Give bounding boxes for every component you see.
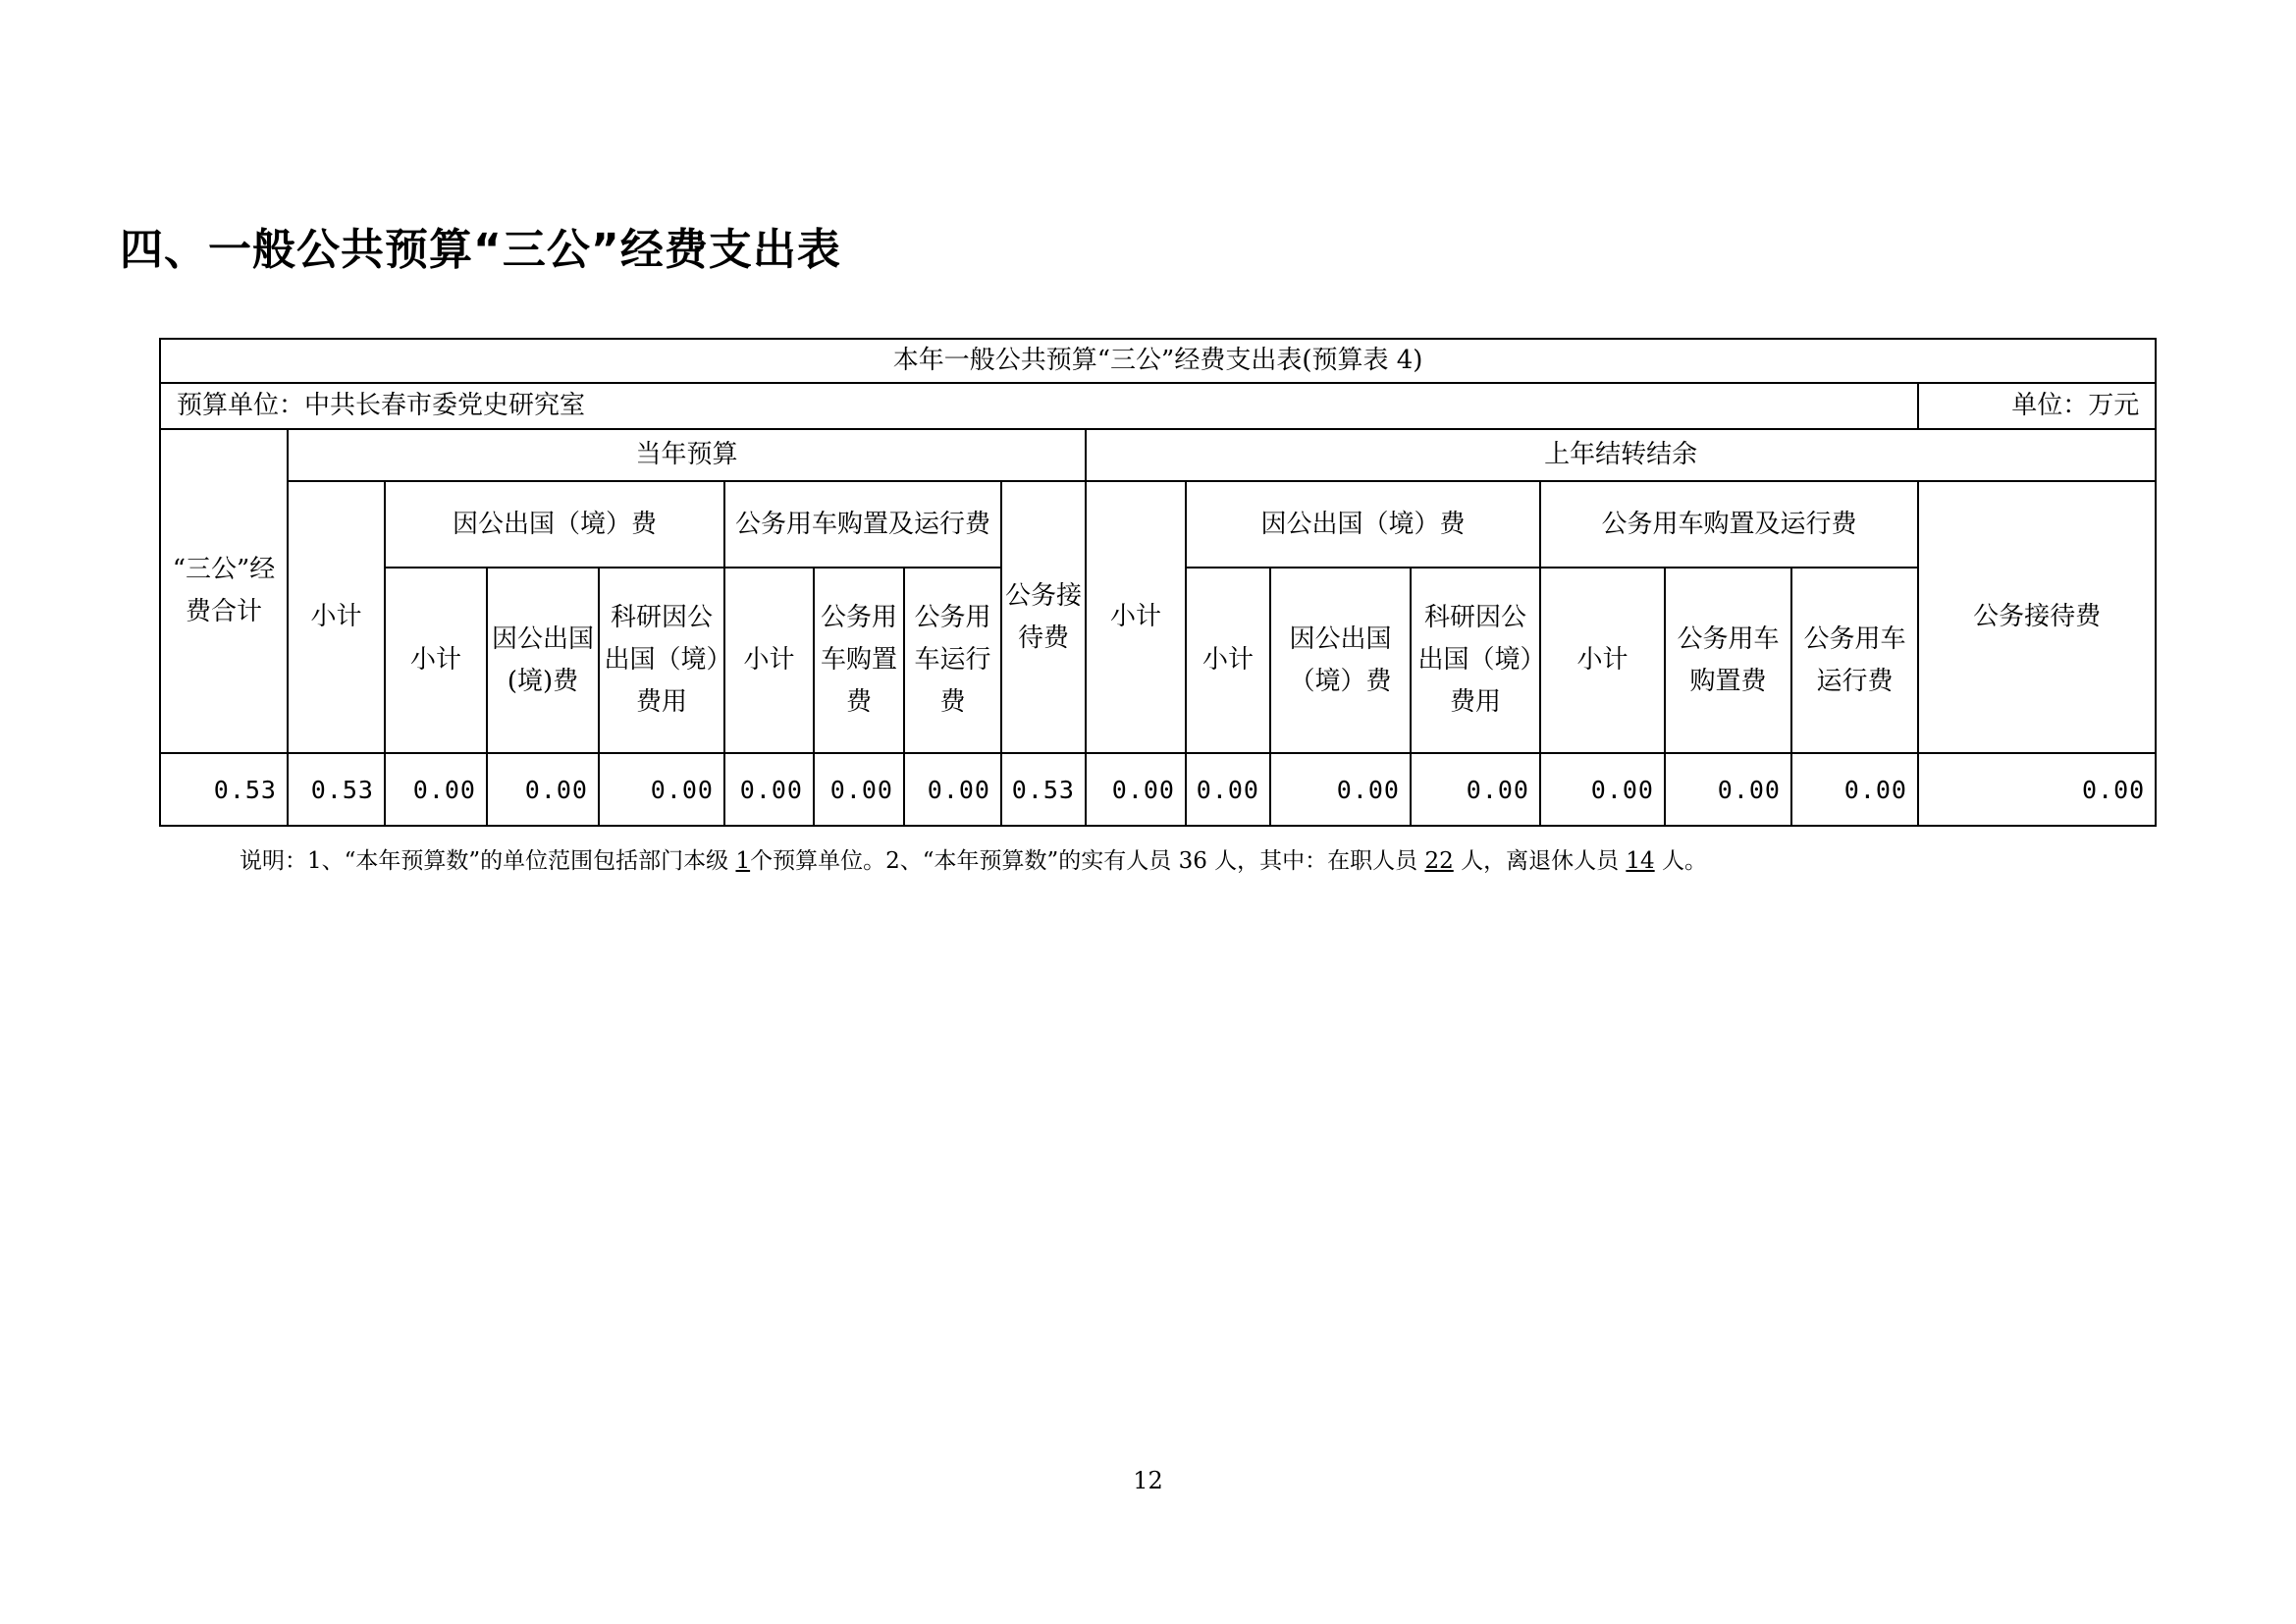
header-current-year-budget: 当年预算 bbox=[288, 429, 1086, 481]
value-cell: 0.00 bbox=[599, 753, 724, 826]
value-cell: 0.53 bbox=[1001, 753, 1086, 826]
value-cell: 0.00 bbox=[1665, 753, 1791, 826]
value-cell: 0.53 bbox=[160, 753, 288, 826]
header-current-subtotal: 小计 bbox=[288, 481, 385, 753]
header-current-vehicle-purchase: 公务用车购置费 bbox=[814, 568, 904, 753]
value-cell: 0.00 bbox=[1086, 753, 1186, 826]
currency-unit-label: 单位：万元 bbox=[1918, 383, 2156, 429]
value-cell: 0.00 bbox=[1918, 753, 2156, 826]
header-prior-abroad: 因公出国（境）费 bbox=[1186, 481, 1540, 568]
page-heading: 四、一般公共预算“三公”经费支出表 bbox=[120, 225, 841, 275]
note-text: 人。 bbox=[1661, 848, 1707, 874]
value-cell: 0.00 bbox=[1270, 753, 1411, 826]
header-prior-subtotal: 小计 bbox=[1086, 481, 1186, 753]
note-text: 人，离退休人员 bbox=[1461, 848, 1620, 874]
header-current-vehicle-operation: 公务用车运行费 bbox=[904, 568, 1001, 753]
header-current-vehicle-subtotal: 小计 bbox=[724, 568, 814, 753]
note-unit-count: 1 bbox=[735, 848, 751, 874]
note-text: 个预算单位。2、“本年预算数”的实有人员 36 人，其中：在职人员 bbox=[750, 848, 1418, 874]
header-three-public-total: “三公”经费合计 bbox=[160, 429, 288, 753]
table-row bbox=[160, 753, 2156, 826]
header-current-abroad-fee: 因公出国(境)费 bbox=[487, 568, 599, 753]
header-current-reception: 公务接待费 bbox=[1001, 481, 1086, 753]
value-cell: 0.00 bbox=[385, 753, 487, 826]
header-prior-research-abroad: 科研因公出国（境）费用 bbox=[1411, 568, 1540, 753]
value-cell: 0.00 bbox=[904, 753, 1001, 826]
header-prior-abroad-fee: 因公出国（境）费 bbox=[1270, 568, 1411, 753]
value-cell: 0.00 bbox=[1411, 753, 1540, 826]
value-cell: 0.00 bbox=[487, 753, 599, 826]
value-cell: 0.00 bbox=[724, 753, 814, 826]
value-cell: 0.00 bbox=[1540, 753, 1665, 826]
budget-unit-label: 预算单位：中共长春市委党史研究室 bbox=[160, 383, 1918, 429]
page-number: 12 bbox=[1133, 1467, 1163, 1494]
header-prior-vehicle-operation: 公务用车运行费 bbox=[1791, 568, 1918, 753]
table-title: 本年一般公共预算“三公”经费支出表(预算表 4) bbox=[160, 339, 2156, 383]
value-cell: 0.00 bbox=[814, 753, 904, 826]
header-prior-reception: 公务接待费 bbox=[1918, 481, 2156, 753]
header-prior-vehicle: 公务用车购置及运行费 bbox=[1540, 481, 1918, 568]
header-current-abroad: 因公出国（境）费 bbox=[385, 481, 724, 568]
header-prior-abroad-subtotal: 小计 bbox=[1186, 568, 1270, 753]
header-prior-year-carryover: 上年结转结余 bbox=[1086, 429, 2156, 481]
header-prior-vehicle-subtotal: 小计 bbox=[1540, 568, 1665, 753]
note-retired-staff: 14 bbox=[1626, 848, 1655, 874]
three-public-expenditure-table bbox=[159, 338, 2157, 827]
header-current-vehicle: 公务用车购置及运行费 bbox=[724, 481, 1001, 568]
note-active-staff: 22 bbox=[1424, 848, 1454, 874]
value-cell: 0.00 bbox=[1186, 753, 1270, 826]
header-current-abroad-subtotal: 小计 bbox=[385, 568, 487, 753]
value-cell: 0.00 bbox=[1791, 753, 1918, 826]
header-prior-vehicle-purchase: 公务用车购置费 bbox=[1665, 568, 1791, 753]
value-cell: 0.53 bbox=[288, 753, 385, 826]
note-text: 说明：1、“本年预算数”的单位范围包括部门本级 bbox=[240, 848, 729, 874]
header-current-research-abroad: 科研因公出国（境）费用 bbox=[599, 568, 724, 753]
table-footnote bbox=[240, 842, 1707, 875]
